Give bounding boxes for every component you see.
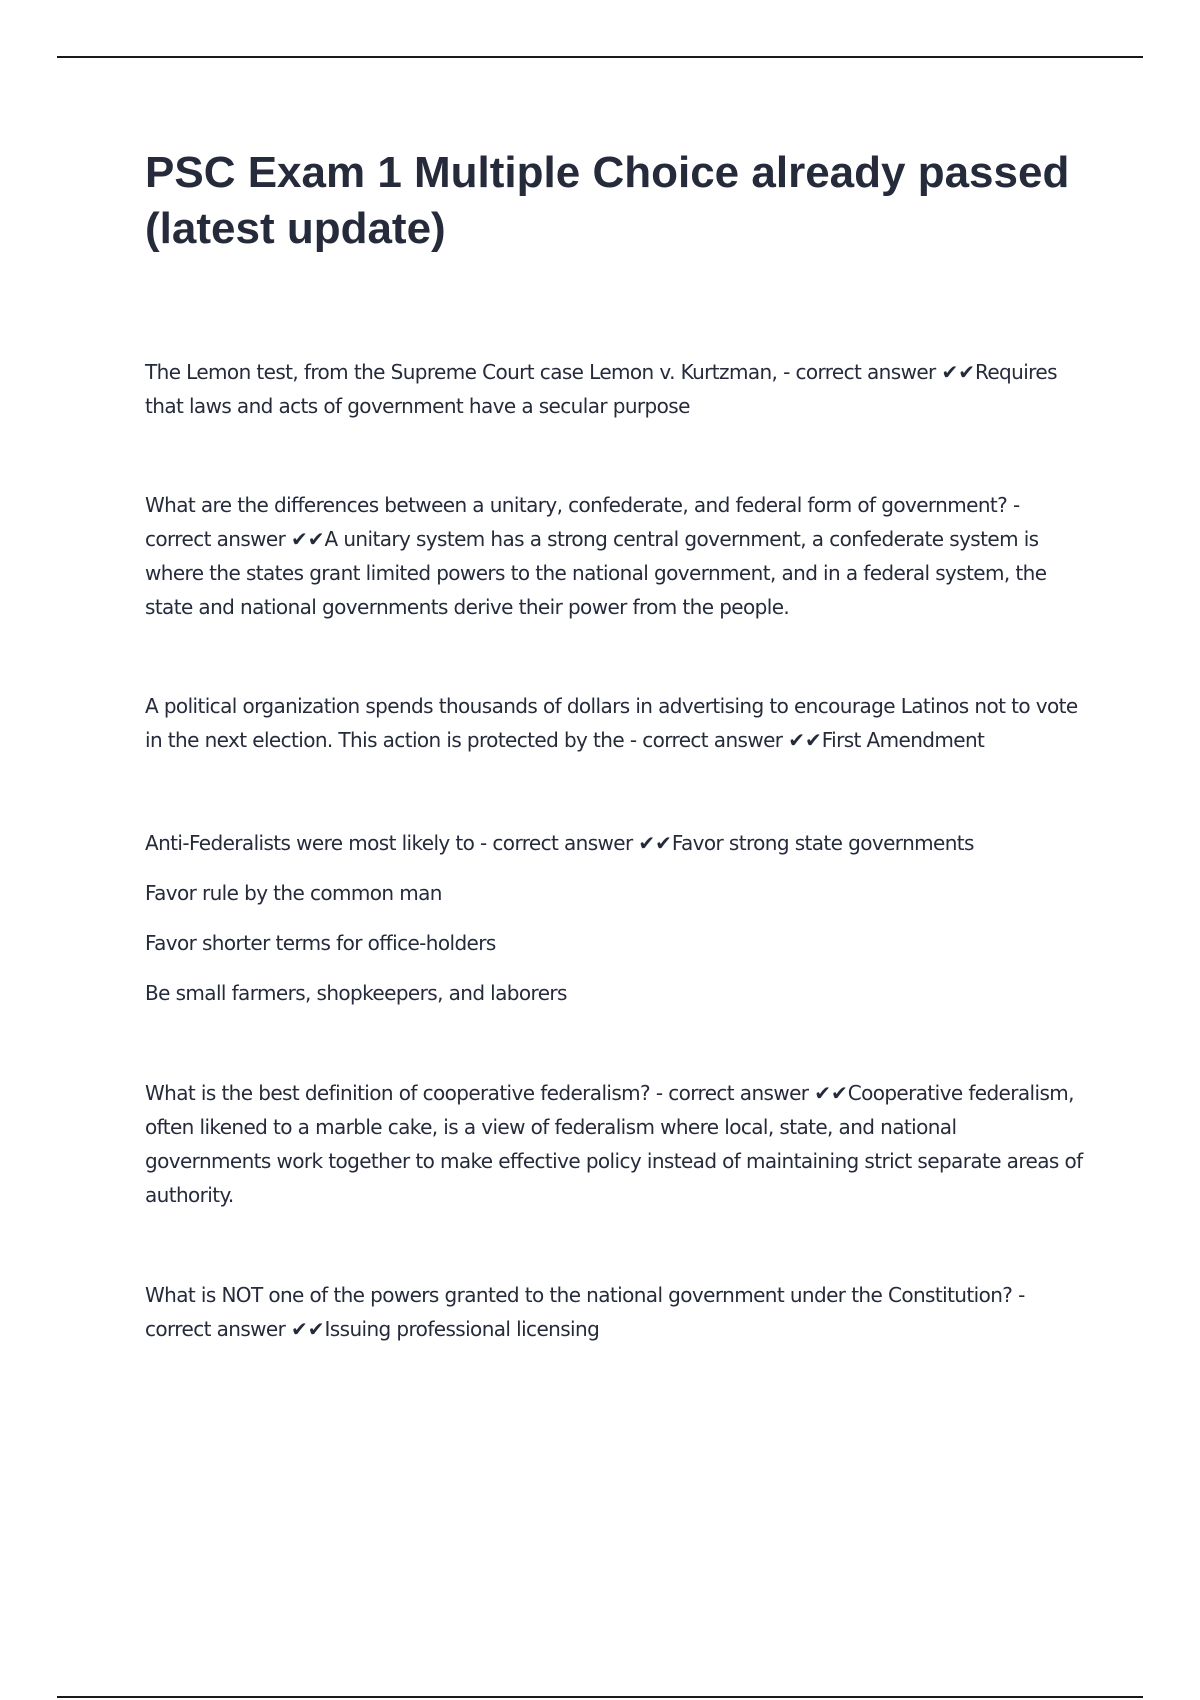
question-text: What is the best definition of cooperative federalism? - correct answer: [145, 1081, 815, 1105]
bottom-divider: [57, 1696, 1143, 1698]
question-text: What are the differences between a unitary, confederate, and federal form of government? - correct answer: [145, 493, 1020, 551]
question-text: What is NOT one of the powers granted to the national government under the Constitution? - correct answer: [145, 1283, 1025, 1341]
qa-item-6: [145, 1278, 1085, 1346]
check-icon: ✔✔: [290, 527, 325, 551]
page-title: PSC Exam 1 Multiple Choice already passed (latest update): [145, 148, 1070, 253]
answer-text: First Amendment: [821, 728, 985, 752]
option-text: Favor rule by the common man: [145, 881, 442, 905]
qa-item-1: [145, 355, 1085, 423]
top-divider: [57, 56, 1143, 58]
check-icon: ✔✔: [638, 831, 672, 855]
answer-text: Cooperative federalism, often likened to a marble cake, is a view of federalism where local, state, and national governments work together to make effective policy instead of maintaining strict separate areas of authority.: [145, 1081, 1083, 1207]
option-text: Favor shorter terms for office-holders: [145, 931, 496, 955]
answer-text: Requires that laws and acts of government have a secular purpose: [145, 360, 1057, 418]
qa-item-5: [145, 1076, 1085, 1212]
question-text: Anti-Federalists were most likely to - correct answer: [145, 831, 639, 855]
qa-item-3: [145, 689, 1085, 757]
qa-item-4: [145, 826, 1085, 1010]
question-text: The Lemon test, from the Supreme Court case Lemon v. Kurtzman, - correct answer: [145, 360, 942, 384]
check-icon: ✔✔: [941, 360, 975, 384]
question-text: A political organization spends thousands of dollars in advertising to encourage Latinos not to vote in the next election. This action is protected by the - correct answer: [145, 694, 1078, 752]
check-icon: ✔✔: [290, 1317, 325, 1341]
answer-text: A unitary system has a strong central government, a confederate system is where the states grant limited powers to the national government, and in a federal system, the state and national governments derive their power from the people.: [145, 527, 1047, 619]
answer-text: Issuing professional licensing: [324, 1317, 600, 1341]
qa-item-2: [145, 488, 1085, 624]
answer-text: Favor strong state governments: [671, 831, 974, 855]
option-text: Be small farmers, shopkeepers, and laborers: [145, 981, 567, 1005]
check-icon: ✔✔: [814, 1081, 848, 1105]
check-icon: ✔✔: [788, 728, 822, 752]
